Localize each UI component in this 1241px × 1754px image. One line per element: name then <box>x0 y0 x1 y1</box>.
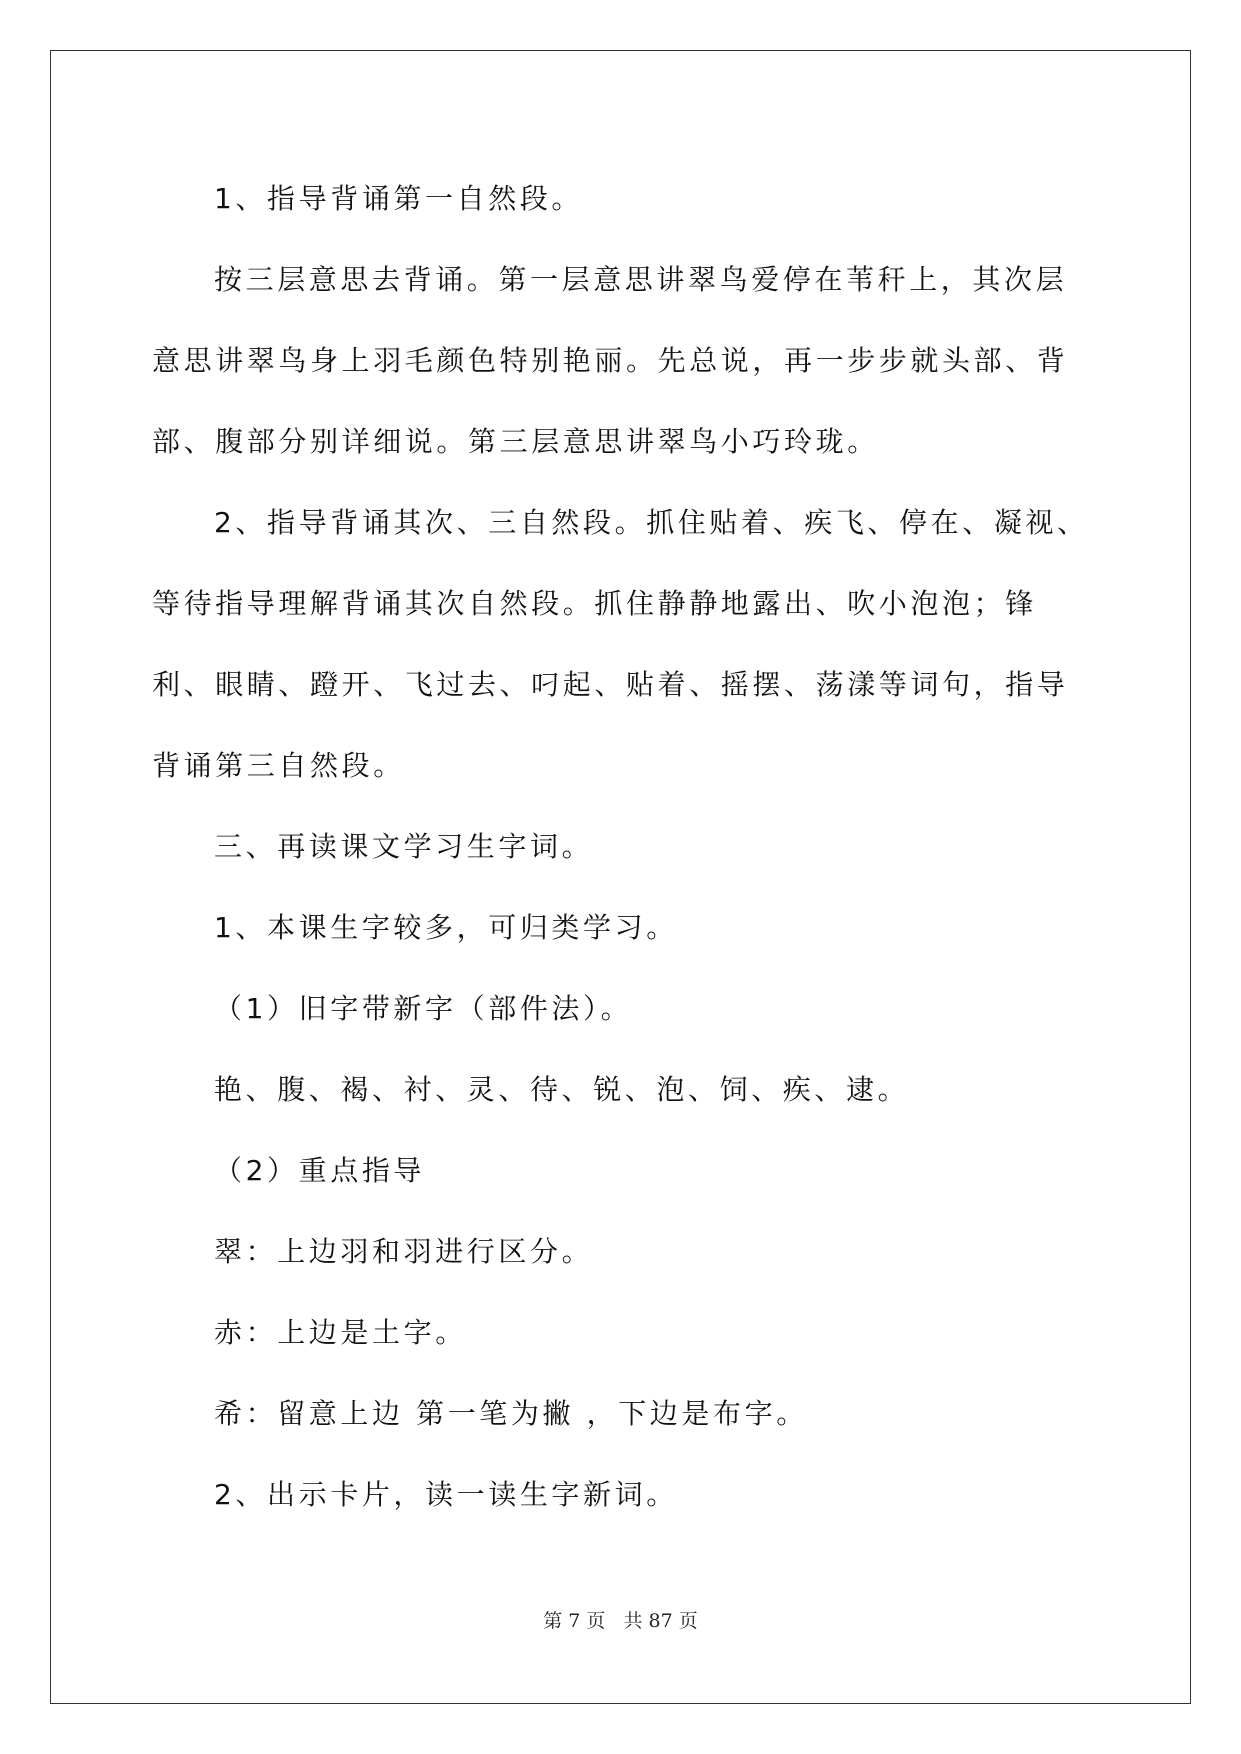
paragraph: 2、指导背诵其次、三自然段。抓住贴着、疾飞、停在、凝视、等待指导理解背诵其次自然段。抓住静静地露出、吹小泡泡；锋利、眼睛、蹬开、飞过去、叼起、贴着、摇摆、荡漾等词句，指导背诵第三自然段。 <box>152 506 1089 782</box>
page-footer: 第 7 页 共 87 页 <box>543 1610 698 1632</box>
paragraph: （2）重点指导 <box>214 1154 426 1187</box>
document-body <box>152 158 1092 1535</box>
paragraph: 翠：上边羽和羽进行区分。 <box>214 1235 594 1268</box>
paragraph: 2、出示卡片，读一读生字新词。 <box>214 1478 678 1511</box>
paragraph: （1）旧字带新字（部件法）。 <box>214 992 633 1025</box>
paragraph: 三、再读课文学习生字词。 <box>214 830 594 863</box>
paragraph: 希：留意上边 第一笔为撇 ，下边是布字。 <box>214 1397 808 1430</box>
paragraph: 1、本课生字较多，可归类学习。 <box>214 911 678 944</box>
paragraph: 艳、腹、褐、衬、灵、待、锐、泡、饲、疾、逮。 <box>214 1073 910 1106</box>
paragraph: 赤：上边是土字。 <box>214 1316 467 1349</box>
paragraph: 1、指导背诵第一自然段。 <box>214 182 584 215</box>
paragraph: 按三层意思去背诵。第一层意思讲翠鸟爱停在苇秆上，其次层意思讲翠鸟身上羽毛颜色特别艳丽。先总说，再一步步就头部、背部、腹部分别详细说。第三层意思讲翠鸟小巧玲珑。 <box>152 263 1069 458</box>
